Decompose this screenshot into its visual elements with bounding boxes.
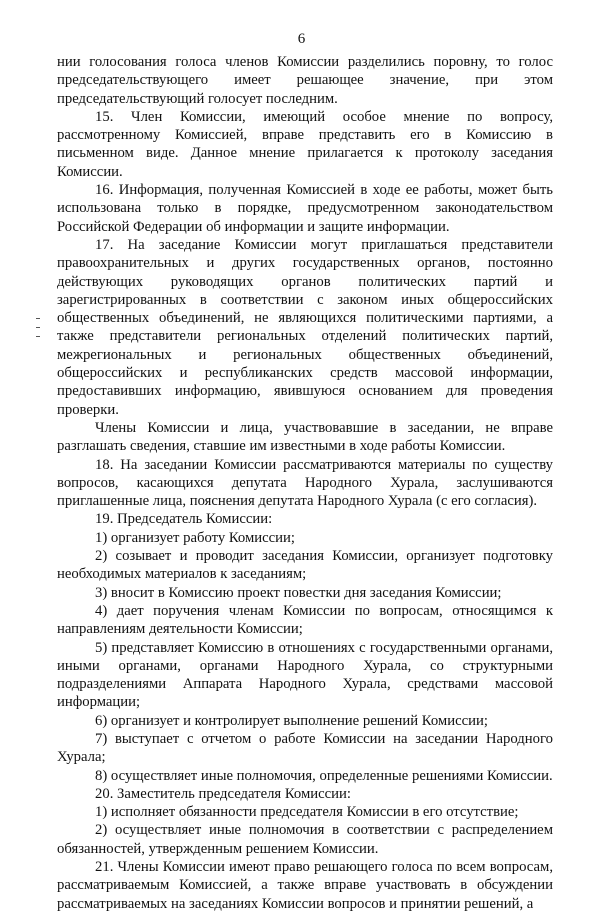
paragraph: 2) созывает и проводит заседания Комиссии, организует подготовку необходимых материалов к заседаниям;	[57, 548, 553, 583]
paragraph: 6) организует и контролирует выполнение решений Комиссии;	[95, 712, 488, 729]
paragraph: 1) организует работу Комиссии;	[95, 529, 295, 546]
paragraph: 18. На заседании Комиссии рассматриваются материалы по существу вопросов, касающихся депутата Народного Хурала, заслушиваются приглашенные лица, пояснения депутата Народного Хурала (с его согласия).	[57, 456, 553, 510]
paragraph: 17. На заседание Комиссии могут приглашаться представители правоохранительных и других государственных органов, постоянно действующих руководящих органов политических партий и зарегистрированных в соответствии с законом иных общероссийских общественных объединений, не являющихся политическими партиями, а также представители региональных отделений политических партий, межрегиональных и региональных общественных объединений, общероссийских и республиканских средств массовой информации, предоставивших информацию, явившуюся основанием для проведения проверки.	[57, 236, 553, 418]
paragraph: 5) представляет Комиссию в отношениях с государственными органами, иными органами, органами Народного Хурала, со структурными подразделениями Аппарата Народного Хурала, средствами массовой информации;	[57, 639, 553, 711]
page-number: 6	[297, 31, 306, 47]
paragraph: 16. Информация, полученная Комиссией в ходе ее работы, может быть использована только в порядке, предусмотренном законодательством Российской Федерации об информации и защите информации.	[57, 182, 553, 235]
document-body	[57, 53, 553, 913]
margin-marks	[36, 318, 42, 358]
paragraph: 7) выступает с отчетом о работе Комиссии на заседании Народного Хурала;	[57, 730, 553, 766]
paragraph: Члены Комиссии и лица, участвовавшие в заседании, не вправе разглашать сведения, ставшие им известными в ходе работы Комиссии.	[57, 419, 553, 455]
paragraph: 20. Заместитель председателя Комиссии:	[95, 785, 351, 802]
paragraph: 1) исполняет обязанности председателя Комиссии в его отсутствие;	[95, 804, 519, 821]
paragraph: 8) осуществляет иные полномочия, определенные решениями Комиссии.	[95, 767, 553, 784]
paragraph: 21. Члены Комиссии имеют право решающего голоса по всем вопросам, рассматриваемым Комиссией, а также вправе участвовать в обсуждении рассматриваемых на заседаниях Комиссии вопросов и принятии решений, а	[57, 859, 553, 912]
paragraph: 19. Председатель Комиссии:	[95, 511, 273, 528]
paragraph: 4) дает поручения членам Комиссии по вопросам, относящимся к направлениям деятельности Комиссии;	[57, 602, 553, 638]
paragraph: 3) вносит в Комиссию проект повестки дня заседания Комиссии;	[95, 584, 502, 601]
paragraph: 2) осуществляет иные полномочия в соответствии с распределением обязанностей, утвержденным решением Комиссии.	[57, 822, 553, 857]
paragraph: нии голосования голоса членов Комиссии разделились поровну, то голос председательствующего имеет решающее значение, при этом председательствующий голосует последним.	[57, 54, 553, 107]
paragraph: 15. Член Комиссии, имеющий особое мнение по вопросу, рассмотренному Комиссией, вправе представить его в Комиссию в письменном виде. Данное мнение прилагается к протоколу заседания Комиссии.	[57, 108, 553, 180]
